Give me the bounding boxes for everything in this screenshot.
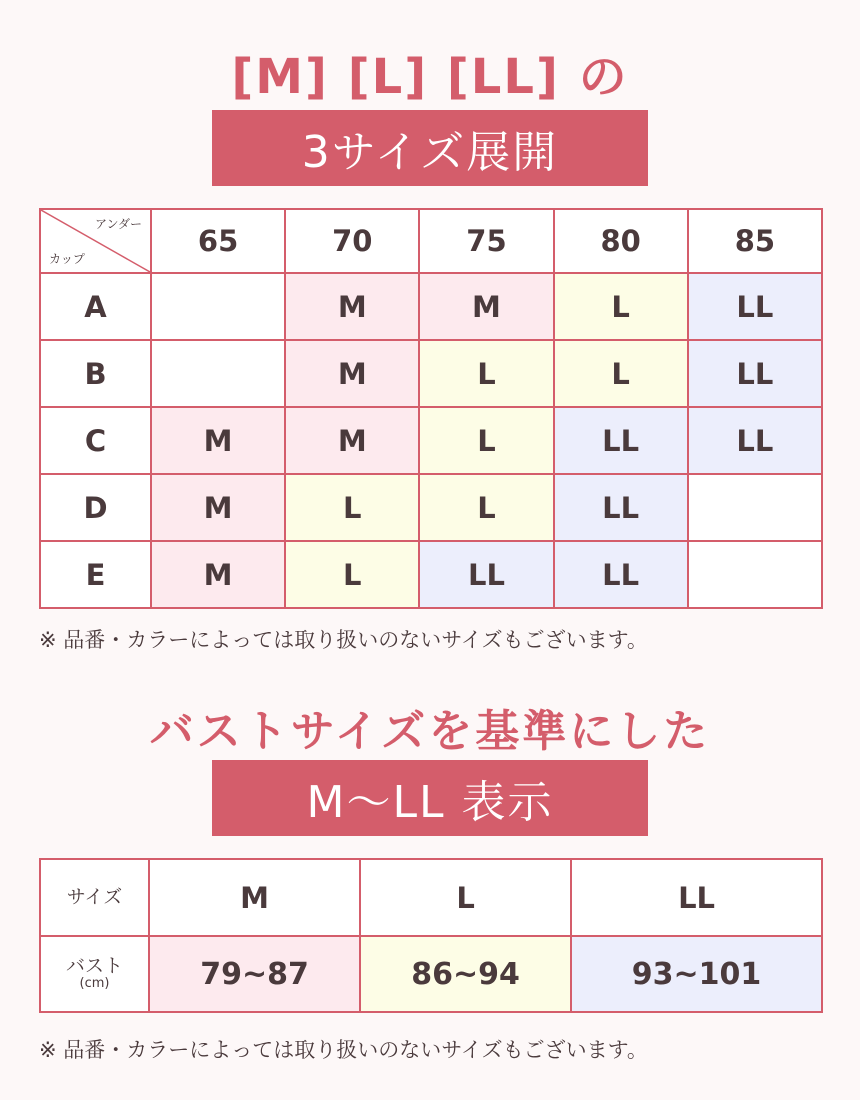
availability-note: ※ 品番・カラーによっては取り扱いのないサイズもございます。 [39, 1038, 648, 1062]
size-cell: LL [554, 541, 688, 608]
size-title: [M] [L] [LL] の [231, 49, 629, 105]
table-row [40, 407, 822, 474]
size-header: M [149, 859, 360, 936]
cup-header: C [40, 407, 151, 474]
availability-note: ※ 品番・カラーによっては取り扱いのないサイズもございます。 [39, 628, 648, 652]
bust-range-banner: M〜LL 表示 [212, 760, 648, 836]
bust-range-cell: 93~101 [571, 936, 822, 1012]
cup-header: E [40, 541, 151, 608]
size-cell: L [419, 407, 553, 474]
size-cell: M [285, 407, 419, 474]
size-chart-header-row [40, 209, 822, 273]
table-row [40, 474, 822, 541]
under-header: 65 [151, 209, 285, 273]
size-cell: M [151, 474, 285, 541]
size-cell [688, 474, 822, 541]
cup-header: A [40, 273, 151, 340]
size-cell: M [419, 273, 553, 340]
size-cell: LL [419, 541, 553, 608]
size-cell: L [554, 340, 688, 407]
under-label: アンダー [94, 217, 142, 231]
bust-unit: (cm) [79, 976, 110, 992]
size-cell: LL [554, 474, 688, 541]
size-cell: M [151, 407, 285, 474]
size-cell: L [554, 273, 688, 340]
bust-row-label [40, 936, 149, 1012]
under-header: 80 [554, 209, 688, 273]
under-header: 75 [419, 209, 553, 273]
cup-label: カップ [49, 252, 85, 266]
cup-header: D [40, 474, 151, 541]
size-cell: LL [688, 407, 822, 474]
size-cell: L [419, 340, 553, 407]
size-chart-table [39, 208, 823, 609]
table-row [40, 273, 822, 340]
size-header: L [360, 859, 571, 936]
table-row [40, 340, 822, 407]
corner-cell [40, 209, 151, 273]
under-header: 70 [285, 209, 419, 273]
size-cell: LL [688, 340, 822, 407]
size-cell: M [151, 541, 285, 608]
size-cell [151, 273, 285, 340]
size-cell: L [419, 474, 553, 541]
size-header: LL [571, 859, 822, 936]
bust-range-cell: 86~94 [360, 936, 571, 1012]
size-cell: LL [554, 407, 688, 474]
bust-range-cell: 79~87 [149, 936, 360, 1012]
size-cell [688, 541, 822, 608]
size-cell: M [285, 340, 419, 407]
bust-label: バスト [65, 955, 123, 978]
size-cell: LL [688, 273, 822, 340]
table-row [40, 859, 822, 936]
table-row [40, 541, 822, 608]
size-cell: M [285, 273, 419, 340]
size-range-banner: 3サイズ展開 [212, 110, 648, 186]
bust-title: バストサイズを基準にした [149, 706, 711, 757]
size-cell: L [285, 474, 419, 541]
table-row [40, 936, 822, 1012]
size-cell [151, 340, 285, 407]
bust-size-table [39, 858, 823, 1013]
cup-header: B [40, 340, 151, 407]
size-row-label: サイズ [40, 859, 149, 936]
under-header: 85 [688, 209, 822, 273]
size-cell: L [285, 541, 419, 608]
